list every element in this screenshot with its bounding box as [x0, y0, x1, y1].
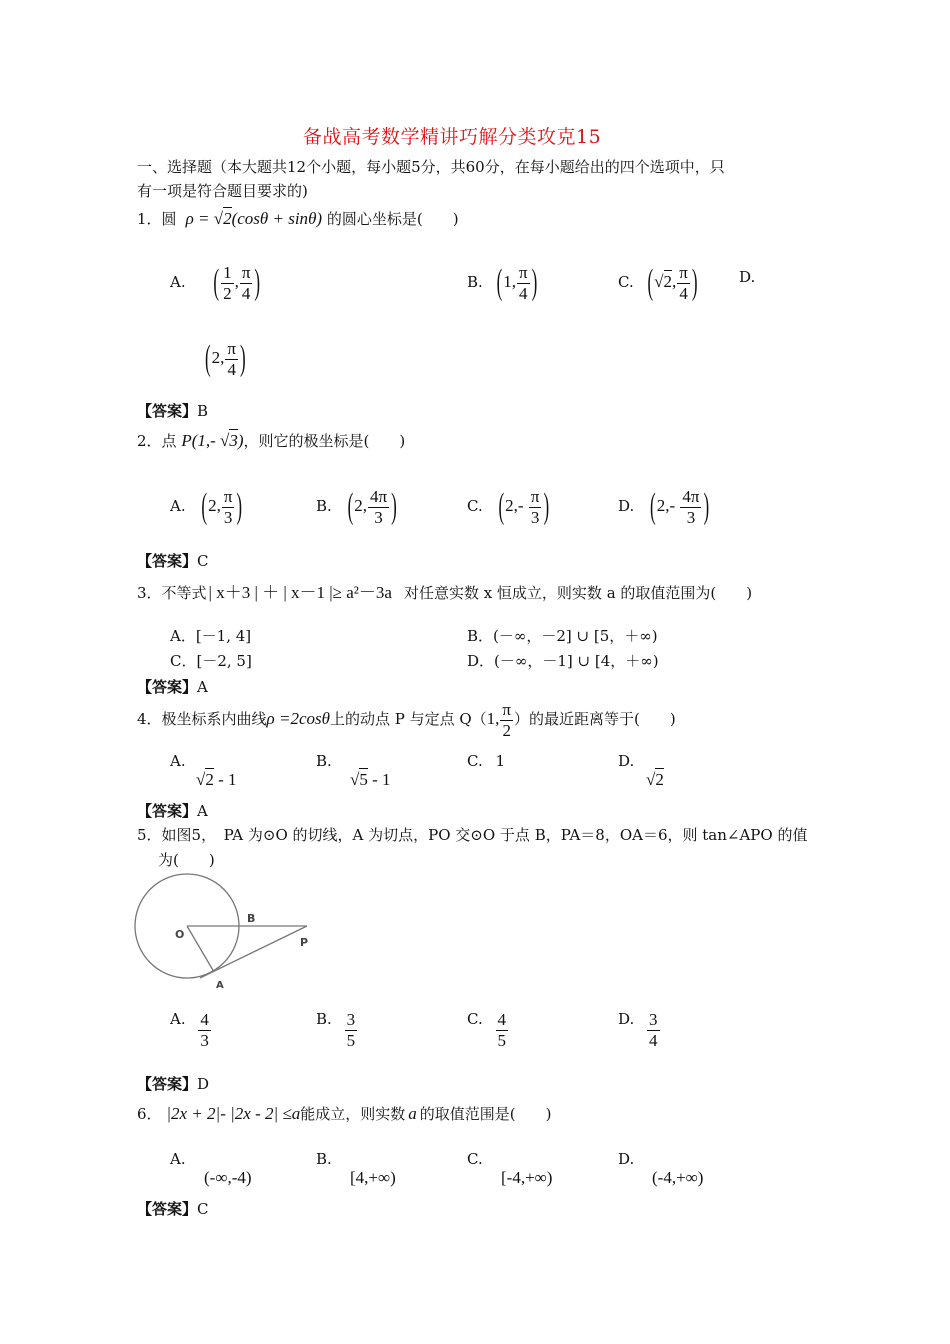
q1-option-d: (2, $\frac{\pi}{4}$ ) — [205, 338, 246, 379]
segment-oa — [187, 926, 214, 972]
q2-option-d: D. (2,- $\frac{4\pi}{3}$ ) — [618, 486, 710, 527]
label-b: B — [247, 912, 256, 925]
q1-answer: 【答案】B — [137, 402, 209, 420]
section-header-line2: 有一项是符合题目要求的) — [137, 182, 308, 200]
q6-option-a: A. (-∞,-4) — [170, 1150, 252, 1187]
q4-answer: 【答案】A — [137, 802, 208, 820]
q1-option-c: C. (√2, $\frac{\pi}{4}$ ) — [618, 262, 698, 303]
q4-option-c: C. 1 — [467, 752, 506, 770]
q1-stem: 1．圆 ρ = √2(cosθ + sinθ) 的圆心坐标是( ) — [137, 209, 459, 228]
q1-option-d-label: D. — [739, 268, 756, 286]
q6-stem: 6． |2x + 2|- |2x - 2| ≤a能成立，则实数 a 的取值范围是( ) — [137, 1104, 552, 1123]
q6-answer: 【答案】C — [137, 1200, 209, 1218]
q4-option-a: A. √2 - 1 — [170, 752, 237, 789]
q1-option-a: A. ( $\frac{1}{2}$ , $\frac{\pi}{4}$ ) — [170, 262, 261, 303]
q3-answer: 【答案】A — [137, 678, 208, 696]
q2-option-a: A. (2, $\frac{\pi}{3}$ ) — [170, 486, 243, 527]
q3-option-b: B．(－∞，－2] ∪ [5，＋∞) — [467, 627, 658, 645]
q3-stem: 3．不等式 | x＋3 | ＋ | x－1 |≥ a²－3a 对任意实数 x 恒成立，则实数 a 的取值范围为( ) — [137, 583, 753, 602]
page-title: 备战高考数学精讲巧解分类攻克15 — [303, 126, 602, 148]
q2-option-c: C. (2,- $\frac{\pi}{3}$ ) — [467, 486, 550, 527]
q6-inequality: |2x + 2|- |2x - 2| ≤a — [166, 1104, 301, 1123]
q5-figure — [130, 870, 320, 990]
q6-option-d: D. (-4,+∞) — [618, 1150, 704, 1187]
q5-option-b: B. $\frac{3}{5}$ — [316, 1010, 356, 1050]
q5-stem-line1: 5．如图5， PA 为⊙O 的切线，A 为切点，PO 交⊙O 于点 B，PA＝8，OA＝6，则 tan∠APO 的值 — [137, 826, 808, 844]
q5-stem-line2: 为( ) — [158, 851, 215, 869]
q2-option-b: B. (2, $\frac{4\pi}{3}$ ) — [316, 486, 397, 527]
q6-option-c: C. [-4,+∞) — [467, 1150, 553, 1187]
tangent-line — [200, 926, 307, 978]
label-o: O — [175, 928, 185, 941]
section-header-line1: 一、选择题（本大题共12个小题，每小题5分，共60分，在每小题给出的四个选项中，只 — [137, 158, 725, 176]
q4-stem: 4．极坐标系内曲线ρ =2cosθ上的动点 P 与定点 Q（1, $\frac{\pi}{2}$ ）的最近距离等于( ) — [137, 700, 676, 740]
q3-inequality: | x＋3 | ＋ | x－1 |≥ a²－3a — [208, 583, 392, 602]
label-a: A — [216, 980, 224, 990]
q4-option-d: D. √2 — [618, 752, 664, 789]
q3-option-c: C．[－2, 5] — [170, 652, 252, 670]
q5-answer: 【答案】D — [137, 1075, 210, 1093]
q4-option-b: B. √5 - 1 — [316, 752, 391, 789]
label-p: P — [300, 936, 309, 949]
q1-equation: ρ = √2(cosθ + sinθ) — [181, 209, 323, 228]
q3-option-d: D．(－∞，－1] ∪ [4，＋∞) — [467, 652, 659, 670]
q2-point: P(1,- √3) — [181, 431, 244, 450]
q2-stem: 2．点 P(1,- √3)，则它的极坐标是( ) — [137, 431, 406, 450]
q5-option-a: A. $\frac{4}{3}$ — [170, 1010, 209, 1050]
q6-option-b: B. [4,+∞) — [316, 1150, 396, 1187]
q3-option-a: A．[－1, 4] — [170, 627, 252, 645]
q1-option-b: B. (1, $\frac{\pi}{4}$ ) — [467, 262, 538, 303]
q4-curve: ρ =2cosθ — [266, 708, 330, 728]
q5-option-c: C. $\frac{4}{5}$ — [467, 1010, 506, 1050]
q5-option-d: D. $\frac{3}{4}$ — [618, 1010, 658, 1050]
q2-answer: 【答案】C — [137, 552, 209, 570]
